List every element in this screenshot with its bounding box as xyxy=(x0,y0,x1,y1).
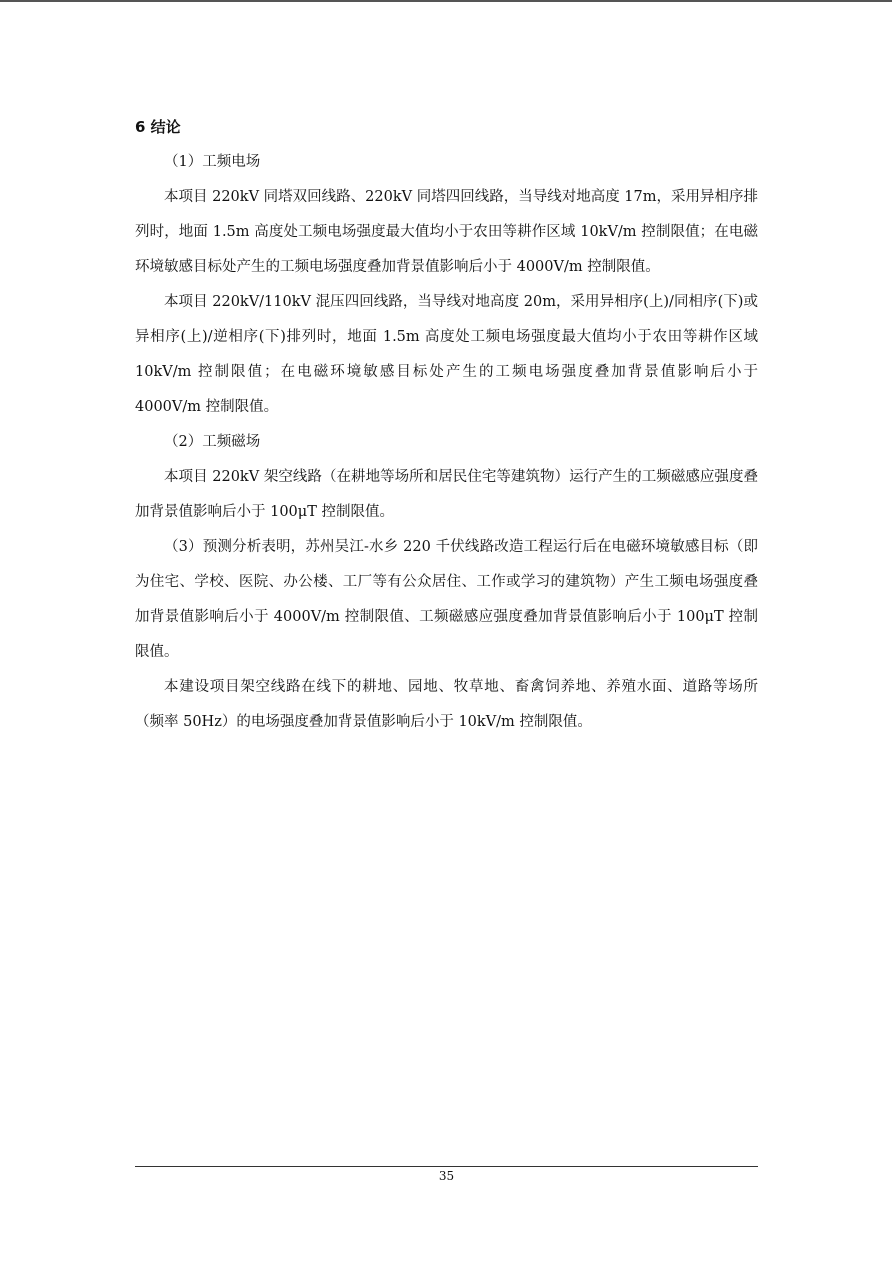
subheading-power-frequency-electric-field: （1）工频电场 xyxy=(164,154,261,170)
section-heading: 6 结论 xyxy=(135,118,181,136)
footer-divider xyxy=(135,1166,758,1167)
top-border-line xyxy=(0,0,892,2)
paragraph-overhead-line-areas: 本建设项目架空线路在线下的耕地、园地、牧草地、畜禽饲养地、养殖水面、道路等场所（频率 50Hz）的电场强度叠加背景值影响后小于 10kV/m 控制限值。 xyxy=(135,679,758,730)
page-number: 35 xyxy=(438,1169,455,1183)
document-body xyxy=(135,110,758,740)
paragraph-magnetic-field: 本项目 220kV 架空线路（在耕地等场所和居民住宅等建筑物）运行产生的工频磁感应强度叠加背景值影响后小于 100μT 控制限值。 xyxy=(135,469,758,520)
paragraph-electric-field-mixed-voltage: 本项目 220kV/110kV 混压四回线路，当导线对地高度 20m，采用异相序(上)/同相序(下)或异相序(上)/逆相序(下)排列时，地面 1.5m 高度处工频电场强度最大值均小于农田等耕作区域 10kV/m 控制限值；在电磁环境敏感目标处产生的工频电场强度叠加背景值影响后小于 4000V/m 控制限值。 xyxy=(135,294,758,415)
paragraph-prediction-analysis: （3）预测分析表明，苏州吴江-水乡 220 千伏线路改造工程运行后在电磁环境敏感目标（即为住宅、学校、医院、办公楼、工厂等有公众居住、工作或学习的建筑物）产生工频电场强度叠加背景值影响后小于 4000V/m 控制限值、工频磁感应强度叠加背景值影响后小于 100μT 控制限值。 xyxy=(135,539,758,660)
subheading-power-frequency-magnetic-field: （2）工频磁场 xyxy=(164,434,261,450)
paragraph-electric-field-double-quad-circuit: 本项目 220kV 同塔双回线路、220kV 同塔四回线路，当导线对地高度 17m，采用异相序排列时，地面 1.5m 高度处工频电场强度最大值均小于农田等耕作区域 10kV/m 控制限值；在电磁环境敏感目标处产生的工频电场强度叠加背景值影响后小于 4000V/m 控制限值。 xyxy=(135,189,759,275)
